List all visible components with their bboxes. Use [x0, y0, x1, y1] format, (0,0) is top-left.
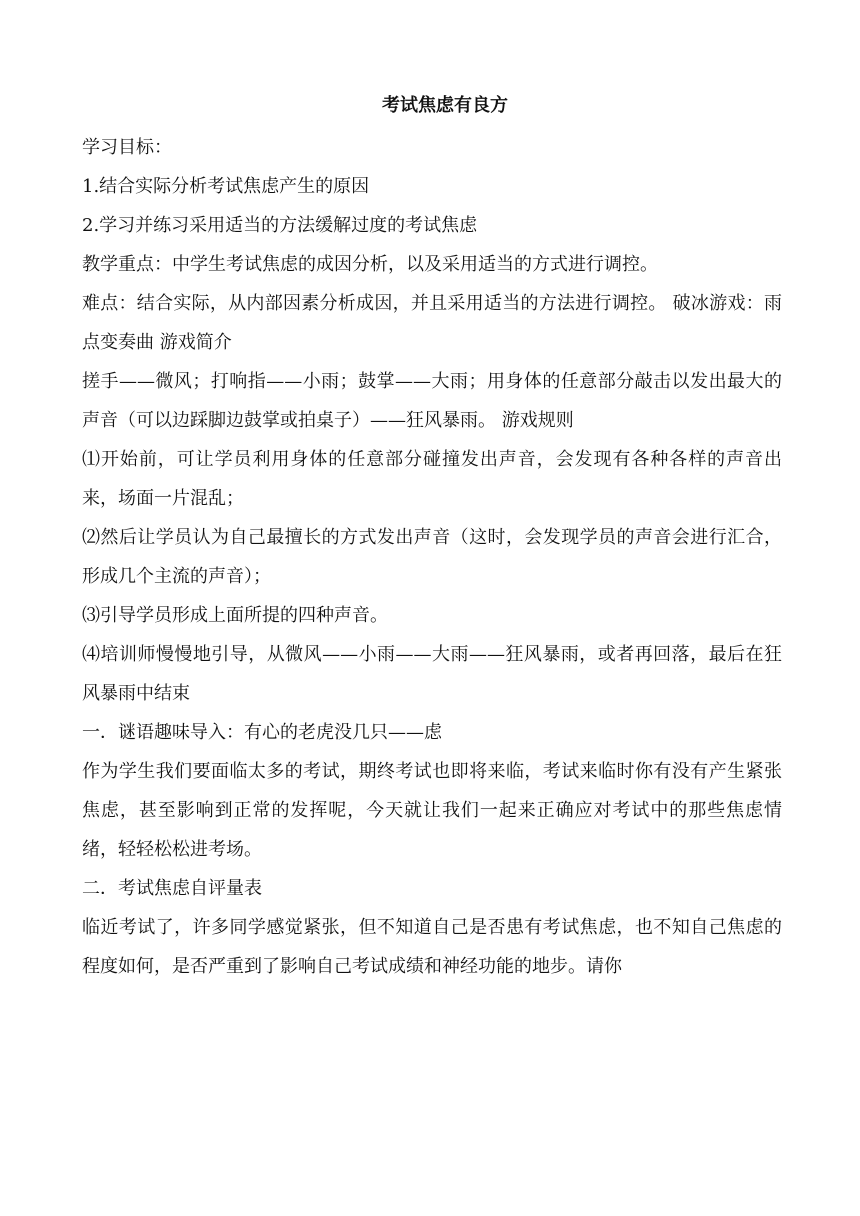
game-rule-1: ⑴开始前，可让学员利用身体的任意部分碰撞发出声音，会发现有各种各样的声音出来，场面一片混乱； — [82, 449, 782, 509]
section-2-heading: 二．考试焦虑自评量表 — [82, 878, 262, 899]
learning-goal-1: 1.结合实际分析考试焦虑产生的原因 — [82, 176, 370, 197]
section-1-text: 作为学生我们要面临太多的考试，期终考试也即将来临，考试来临时你有没有产生紧张焦虑，甚至影响到正常的发挥呢，今天就让我们一起来正确应对考试中的那些焦虑情绪，轻轻松松进考场。 — [82, 761, 782, 860]
difficulty-and-icebreaker: 难点：结合实际，从内部因素分析成因，并且采用适当的方法进行调控。 破冰游戏：雨点变奏曲 游戏简介 — [82, 293, 782, 353]
document-body — [82, 84, 782, 986]
section-2-text: 临近考试了，许多同学感觉紧张，但不知道自己是否患有考试焦虑，也不知自己焦虑的程度如何，是否严重到了影响自己考试成绩和神经功能的地步。请你 — [82, 917, 782, 977]
game-description: 搓手——微风；打响指——小雨；鼓掌——大雨；用身体的任意部分敲击以发出最大的声音（可以边踩脚边鼓掌或拍桌子）——狂风暴雨。 游戏规则 — [82, 371, 782, 431]
teaching-focus: 教学重点：中学生考试焦虑的成因分析，以及采用适当的方式进行调控。 — [82, 254, 658, 275]
game-rule-2: ⑵然后让学员认为自己最擅长的方式发出声音（这时，会发现学员的声音会进行汇合，形成几个主流的声音）； — [82, 527, 782, 587]
document-title: 考试焦虑有良方 — [382, 95, 508, 116]
game-rule-3: ⑶引导学员形成上面所提的四种声音。 — [82, 605, 388, 626]
learning-goal-2: 2.学习并练习采用适当的方法缓解过度的考试焦虑 — [82, 215, 478, 236]
learning-goals-heading: 学习目标： — [82, 137, 172, 158]
game-rule-4: ⑷培训师慢慢地引导，从微风——小雨——大雨——狂风暴雨，或者再回落，最后在狂风暴雨中结束 — [82, 644, 782, 704]
section-1-heading: 一．谜语趣味导入：有心的老虎没几只——虑 — [82, 722, 442, 743]
